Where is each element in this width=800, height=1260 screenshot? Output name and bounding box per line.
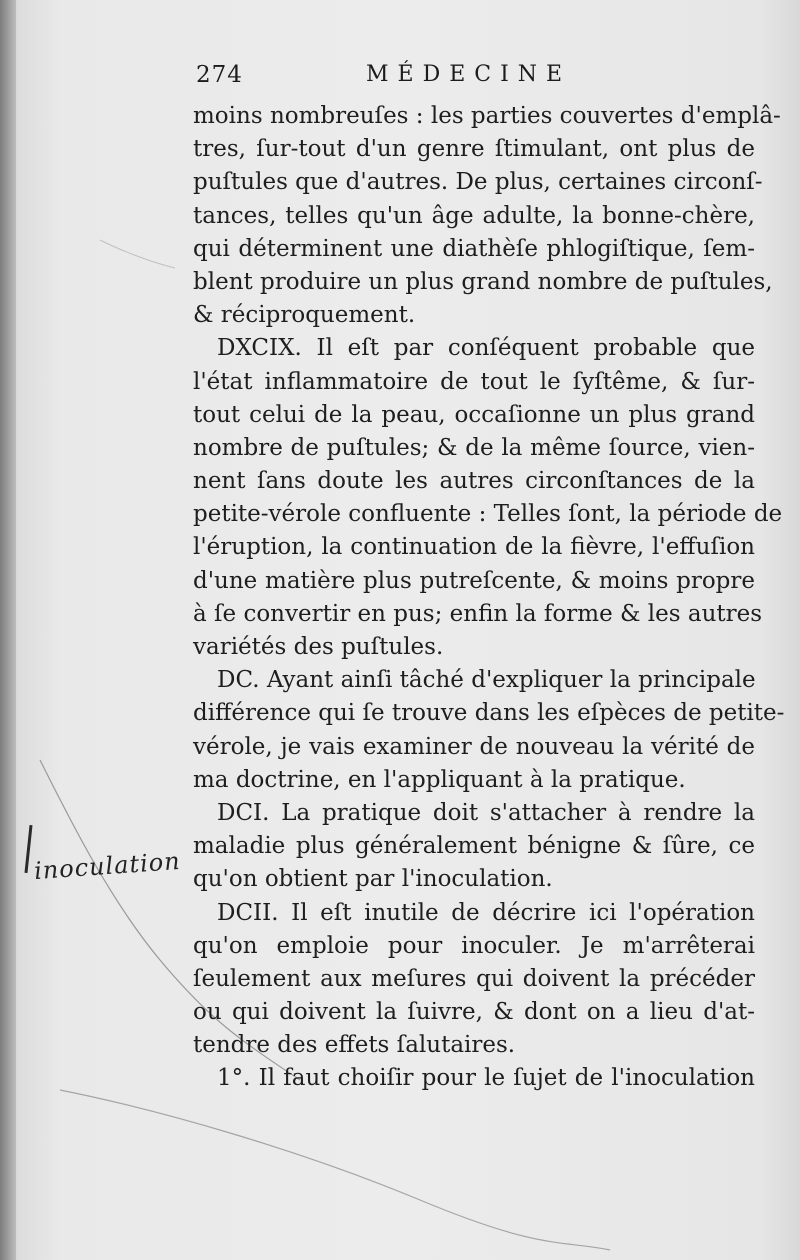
text-line: tendre des effets ſalutaires. [193, 1032, 516, 1059]
text-line: puſtules que d'autres. De plus, certaines circonſ- [193, 169, 763, 196]
text-line: qu'on obtient par l'inoculation. [193, 866, 553, 893]
text-line: maladie plus généralement bénigne & ſûre, ce [193, 833, 755, 860]
text-line: DCI. La pratique doit s'attacher à rendre la [217, 799, 755, 826]
text-line: qu'on emploie pour inoculer. Je m'arrêterai [193, 932, 755, 959]
text-line: à ſe convertir en pus; enfin la forme & les autres [193, 600, 763, 627]
text-line: blent produire un plus grand nombre de puſtules, [193, 268, 773, 295]
text-line: ma doctrine, en l'appliquant à la pratique. [193, 766, 686, 793]
text-line: d'une matière plus putreſcente, & moins propre [193, 567, 755, 594]
page-header [196, 62, 756, 96]
handwritten-margin-note: inoculation [33, 846, 182, 886]
text-line: l'état inflammatoire de tout le ſyſtême, & ſur- [193, 368, 755, 395]
body-text [193, 100, 785, 1096]
text-line: & réciproquement. [193, 302, 416, 329]
page-number: 274 [196, 62, 243, 88]
text-line: moins nombreuſes : les parties couvertes d'emplâ- [193, 103, 781, 129]
text-line: tres, ſur-tout d'un genre ſtimulant, ont plus de [193, 136, 755, 163]
text-line: différence qui ſe trouve dans les eſpèces de petite- [193, 700, 785, 727]
text-line: tout celui de la peau, occaſionne un plus grand [193, 401, 755, 428]
text-line: ſeulement aux meſures qui doivent la précéder [193, 965, 755, 992]
text-line: 1°. Il faut choiſir pour le ſujet de l'inoculation [217, 1065, 755, 1092]
text-line: ou qui doivent la ſuivre, & dont on a lieu d'at- [193, 999, 755, 1026]
text-line: DXCIX. Il eſt par conſéquent probable que [217, 335, 755, 362]
text-line: nombre de puſtules; & de la même ſource, vien- [193, 434, 755, 461]
running-head: MÉDECINE [366, 62, 572, 87]
text-line: variétés des puſtules. [193, 634, 444, 660]
text-line: DC. Ayant ainſi tâché d'expliquer la principale [217, 667, 756, 694]
text-line: l'éruption, la continuation de la fièvre, l'effuſion [193, 534, 755, 561]
text-line: nent ſans doute les autres circonſtances de la [193, 468, 755, 495]
text-line: tances, telles qu'un âge adulte, la bonne-chère, [193, 202, 755, 229]
text-line: qui déterminent une diathèſe phlogiſtique, ſem- [193, 235, 755, 262]
text-line: vérole, je vais examiner de nouveau la vérité de [193, 733, 755, 760]
text-line: DCII. Il eſt inutile de décrire ici l'opération [217, 899, 755, 926]
text-line: petite-vérole confluente : Telles ſont, la période de [193, 501, 783, 528]
